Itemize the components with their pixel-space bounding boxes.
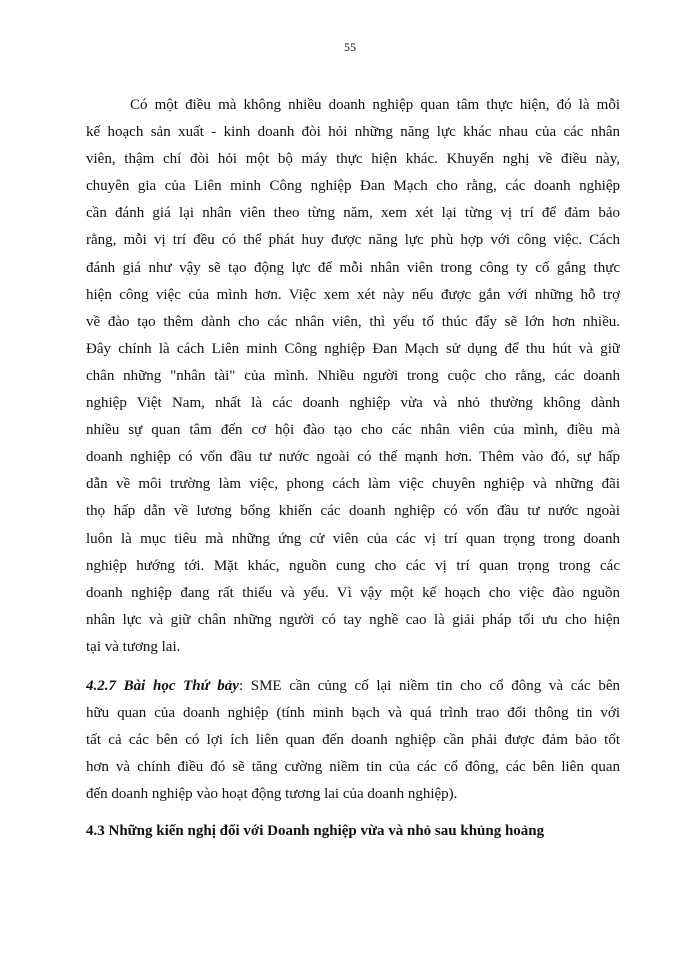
text-line: nghiệp Việt Nam, nhất là các doanh nghiệp vừa và nhỏ thường không dành [86,395,620,412]
text-line: chuyên gia của Liên minh Công nghiệp Đan Mạch cho rằng, các doanh nghiệp [86,178,620,195]
text-line: chân những "nhân tài" của mình. Nhiều người trong cuộc cho rằng, các doanh [86,367,620,384]
text-line: tất cả các bên có lợi ích liên quan đến doanh nghiệp cần phải được đảm bảo tốt [86,732,620,749]
text-line: hơn và chính điều đó sẽ tăng cường niềm tin của các cổ đông, các bên liên quan [86,759,620,776]
text-line: kế hoạch sản xuất - kinh doanh đòi hỏi những năng lực khác nhau của các nhân [86,124,620,141]
text-line: nhân lực và giữ chân những người có tay nghề cao là giải pháp tối ưu cho hiện [86,611,620,628]
section-4-2-7 [86,673,620,808]
text-line: dẫn về môi trường làm việc, phong cách làm việc chuyên nghiệp và những đãi [86,476,620,493]
text-line: đánh giá như vậy sẽ tạo động lực để mỗi nhân viên trong công ty cố gắng thực [86,259,620,276]
text-line: nghiệp hướng tới. Mặt khác, nguồn cung cho các vị trí quan trọng trong các [86,557,620,574]
spacer [86,661,620,673]
paragraph-staff-development [86,92,620,661]
section-lead-text: : SME cần củng cố lại niềm tin cho cổ đông và các bên [238,677,620,694]
text-line: cần đánh giá lại nhân viên theo từng năm, xem xét lại từng vị trí để đảm bảo [86,205,620,222]
text-line: Có một điều mà không nhiều doanh nghiệp quan tâm thực hiện, đó là mỗi [130,97,620,113]
text-line: luôn là mục tiêu mà những ứng cử viên của các vị trí quan trọng trong doanh [86,530,620,547]
text-line: viên, thậm chí đòi hỏi một bộ máy thực hiện khác. Khuyến nghị về điều này, [86,151,620,168]
text-line: về đào tạo thêm dành cho các nhân viên, thì yếu tố thúc đẩy sẽ lớn hơn nhiều. [86,313,620,330]
text-line: doanh nghiệp có vốn đầu tư nước ngoài có thế mạnh hơn. Thêm vào đó, sự hấp [86,449,620,466]
text-line: thọ hấp dẫn về lương bổng khiến các doanh nghiệp có vốn đầu tư nước ngoài [86,503,620,520]
text-line: rằng, mỗi vị trí đều có thể phát huy được năng lực phù hợp với công việc. Cách [86,232,620,249]
section-heading-4-3: 4.3 Những kiến nghị đối với Doanh nghiệp vừa và nhỏ sau khủng hoảng [86,823,545,840]
page-number: 55 [344,40,356,54]
section-title: Bài học Thứ bảy [123,677,239,694]
text-line: nhiều sự quan tâm đến cơ hội đào tạo cho các nhân viên của mình, điều mà [86,422,620,439]
text-line: Đây chính là cách Liên minh Công nghiệp Đan Mạch sử dụng để thu hút và giữ [86,340,620,357]
text-line: hiện công việc của mình hơn. Việc xem xét này nếu được gắn với những hỗ trợ [86,286,620,303]
text-line: doanh nghiệp đang rất thiếu và yếu. Vì vậy một kế hoạch cho việc đào nguồn [86,584,620,601]
document-body [86,92,620,846]
text-line: hữu quan của doanh nghiệp (tính minh bạch và quá trình trao đổi thông tin với [86,705,620,722]
spacer [86,808,620,818]
text-line: tại và tương lai. [86,638,181,655]
text-line: đến doanh nghiệp vào hoạt động tương lai của doanh nghiệp). [86,786,458,803]
section-number: 4.2.7 [86,677,116,694]
section-first-line [86,673,620,700]
